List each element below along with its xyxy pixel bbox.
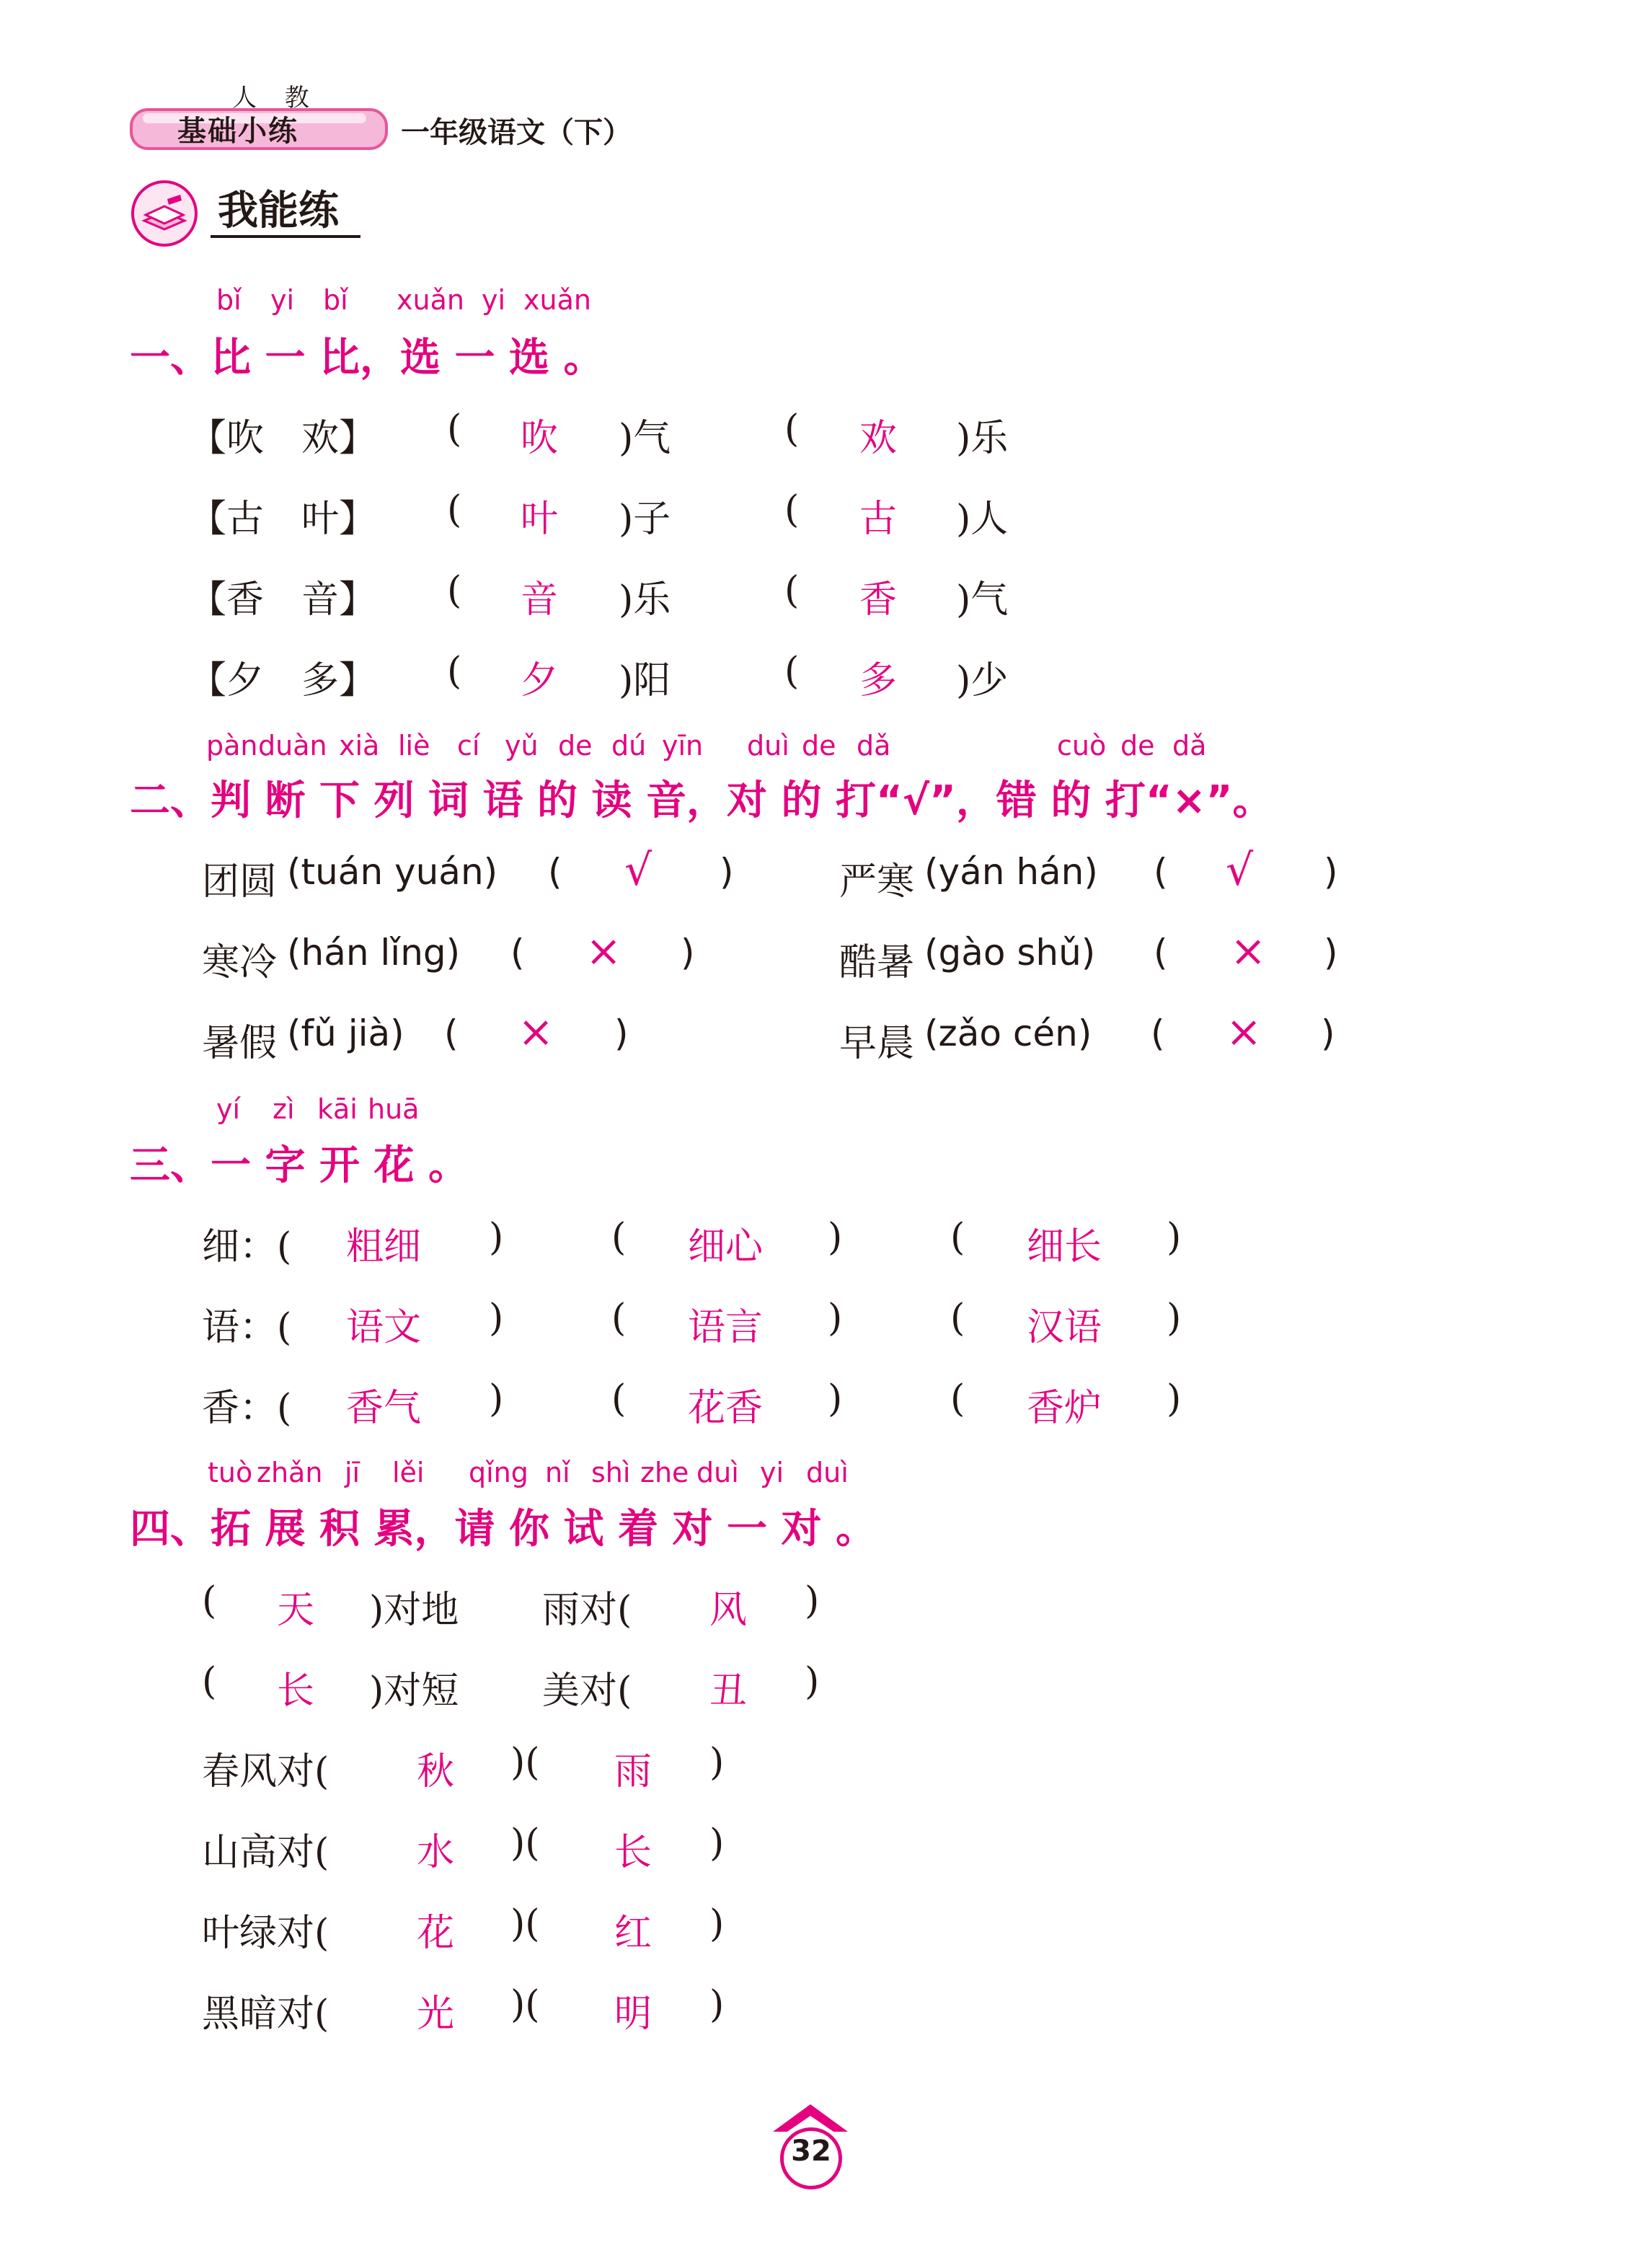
s4-pinyin: lěi bbox=[392, 1457, 425, 1488]
paren-mid: )( bbox=[510, 1822, 540, 1865]
paren-open: ( bbox=[1154, 851, 1168, 893]
paren-close: ) bbox=[828, 1216, 843, 1259]
word-tail: )乐 bbox=[619, 578, 671, 622]
word-tail: )乐 bbox=[956, 417, 1009, 460]
s1-pinyin: yi bbox=[482, 284, 506, 316]
paren-close: ) bbox=[709, 1822, 725, 1865]
answer: 语言 bbox=[688, 1306, 764, 1349]
s2-pinyin: liè bbox=[398, 730, 430, 762]
paren-close: ) bbox=[489, 1297, 504, 1340]
answer: 音 bbox=[521, 578, 559, 622]
word-tail: )少 bbox=[956, 659, 1009, 702]
pair-text: 美对( bbox=[542, 1669, 632, 1713]
word-tail: )阳 bbox=[619, 659, 671, 702]
answer: 丑 bbox=[709, 1669, 748, 1713]
answer: 天 bbox=[277, 1589, 315, 1632]
answer: 粗细 bbox=[346, 1225, 422, 1268]
paren-open: ( bbox=[444, 1012, 459, 1054]
s2-pinyin: xià bbox=[339, 730, 380, 762]
paren-close: ) bbox=[1324, 932, 1338, 974]
s2-pinyin: de bbox=[802, 730, 836, 762]
answer: 夕 bbox=[521, 659, 559, 702]
char-pair: 【吹 欢】 bbox=[189, 417, 377, 460]
s2-pinyin: dú bbox=[611, 730, 647, 762]
word-tail: )人 bbox=[956, 498, 1009, 541]
paren-close: ) bbox=[489, 1377, 504, 1421]
word-tail: )气 bbox=[619, 417, 671, 460]
paren-open: ( bbox=[950, 1377, 965, 1421]
paren-open: ( bbox=[784, 569, 800, 612]
answer: 风 bbox=[709, 1589, 748, 1632]
paren-open: ( bbox=[447, 488, 462, 531]
series-name: 基础小练 bbox=[177, 115, 298, 148]
paren-close: ) bbox=[1167, 1216, 1182, 1259]
s2-pinyin: pàn bbox=[206, 730, 258, 762]
phrase: 叶绿对( bbox=[202, 1912, 329, 1955]
s4-pinyin: zhǎn bbox=[257, 1457, 323, 1488]
s1-pinyin: yi bbox=[270, 284, 295, 316]
s4-pinyin: jī bbox=[345, 1457, 360, 1488]
s2-pinyin: cí bbox=[457, 730, 480, 762]
paren-close: ) bbox=[828, 1377, 843, 1421]
paren-open: ( bbox=[611, 1216, 627, 1259]
s1-pinyin: xuǎn bbox=[397, 284, 464, 316]
word-tail: )气 bbox=[956, 578, 1009, 622]
word: 酷暑 bbox=[839, 941, 915, 984]
paren-open: ( bbox=[447, 650, 462, 693]
s2-pinyin: dǎ bbox=[1172, 730, 1207, 762]
paren-close: ) bbox=[1167, 1377, 1182, 1421]
answer: 长 bbox=[277, 1669, 315, 1713]
phrase: 黑暗对( bbox=[202, 1993, 329, 2036]
s4-pinyin: tuò bbox=[208, 1457, 253, 1488]
answer: 香炉 bbox=[1027, 1387, 1102, 1430]
answer: 长 bbox=[614, 1831, 652, 1874]
paren-close: ) bbox=[489, 1216, 504, 1259]
paren-close: ) bbox=[709, 1902, 725, 1946]
s2-pinyin: yīn bbox=[662, 730, 704, 762]
s4-pinyin: duì bbox=[806, 1457, 849, 1488]
s2-pinyin: de bbox=[558, 730, 593, 762]
paren-open: ( bbox=[1151, 1012, 1165, 1054]
s4-pinyin: duì bbox=[696, 1457, 739, 1488]
paren-mid: )( bbox=[510, 1983, 540, 2026]
s4-title: 四、拓 展 积 累，请 你 试 着 对 一 对 。 bbox=[130, 1506, 876, 1553]
paren-close: ) bbox=[1321, 1012, 1335, 1054]
s4-pinyin: shì bbox=[591, 1457, 631, 1488]
s3-pinyin: huā bbox=[368, 1093, 420, 1125]
paren-open: ( bbox=[784, 488, 800, 531]
answer: 语文 bbox=[346, 1306, 422, 1349]
answer: 汉语 bbox=[1027, 1306, 1102, 1349]
answer: 欢 bbox=[859, 417, 898, 460]
check-mark: √ bbox=[624, 845, 652, 896]
answer: 水 bbox=[417, 1831, 455, 1874]
pinyin-reading: (hán lǐng) bbox=[287, 932, 461, 974]
answer: 古 bbox=[859, 498, 898, 541]
s2-pinyin: duàn bbox=[258, 730, 327, 762]
paren-open: ( bbox=[1154, 932, 1168, 974]
word: 严寒 bbox=[839, 860, 915, 904]
pinyin-reading: (gào shǔ) bbox=[924, 932, 1096, 974]
practice-title: 我能练 bbox=[218, 187, 339, 234]
paren-mid: )( bbox=[510, 1741, 540, 1784]
paren-open: ( bbox=[784, 650, 800, 693]
cross-mark: × bbox=[1226, 1007, 1262, 1057]
s3-title: 三、一 字 开 花 。 bbox=[130, 1142, 469, 1189]
s3-pinyin: yí bbox=[216, 1093, 241, 1125]
paren-close: ) bbox=[681, 932, 695, 974]
answer: 秋 bbox=[417, 1750, 455, 1793]
pinyin-reading: (zǎo cén) bbox=[924, 1012, 1092, 1054]
book-title: 一年级语文（下） bbox=[401, 116, 632, 149]
answer: 细长 bbox=[1027, 1225, 1102, 1268]
answer: 香 bbox=[859, 578, 898, 622]
cross-mark: × bbox=[518, 1007, 554, 1057]
paren-open: ( bbox=[447, 407, 462, 451]
phrase: 春风对( bbox=[202, 1750, 329, 1793]
answer: 多 bbox=[859, 659, 898, 702]
answer: 红 bbox=[614, 1912, 652, 1955]
paren-close: ) bbox=[1167, 1297, 1182, 1340]
char-pair: 【古 叶】 bbox=[189, 498, 377, 541]
word: 寒冷 bbox=[202, 941, 278, 984]
base-char: 香：( bbox=[202, 1387, 292, 1430]
answer: 叶 bbox=[521, 498, 559, 541]
paren-close: ) bbox=[709, 1741, 725, 1784]
pair-text: )对短 bbox=[369, 1669, 459, 1713]
base-char: 语：( bbox=[202, 1306, 292, 1349]
paren-close: ) bbox=[805, 1579, 820, 1623]
paren-open: ( bbox=[202, 1660, 217, 1703]
paren-open: ( bbox=[510, 932, 525, 974]
paren-close: ) bbox=[828, 1297, 843, 1340]
pair-text: )对地 bbox=[369, 1589, 459, 1632]
answer: 吹 bbox=[521, 417, 559, 460]
cross-mark: × bbox=[585, 926, 622, 976]
paren-open: ( bbox=[611, 1377, 627, 1421]
char-pair: 【香 音】 bbox=[189, 578, 377, 622]
pair-text: 雨对( bbox=[542, 1589, 632, 1632]
s2-pinyin: duì bbox=[747, 730, 789, 762]
answer: 光 bbox=[417, 1993, 455, 2036]
paren-open: ( bbox=[548, 851, 562, 893]
cross-mark: × bbox=[1230, 926, 1267, 976]
s3-pinyin: zì bbox=[273, 1093, 295, 1125]
pinyin-reading: (tuán yuán) bbox=[287, 851, 498, 893]
s2-pinyin: de bbox=[1120, 730, 1155, 762]
s2-pinyin: yǔ bbox=[505, 730, 539, 762]
s1-title: 一、比 一 比，选 一 选 。 bbox=[130, 335, 604, 381]
word: 团圆 bbox=[202, 860, 278, 904]
s1-pinyin: bǐ bbox=[216, 284, 242, 316]
paren-close: ) bbox=[614, 1012, 629, 1054]
check-mark: √ bbox=[1226, 845, 1254, 896]
s2-pinyin: dǎ bbox=[857, 730, 891, 762]
answer: 香气 bbox=[346, 1387, 422, 1430]
paren-close: ) bbox=[1324, 851, 1338, 893]
series-publisher: 人 教 bbox=[232, 84, 319, 112]
practice-underline bbox=[211, 235, 360, 238]
char-pair: 【夕 多】 bbox=[189, 659, 377, 702]
base-char: 细：( bbox=[202, 1225, 292, 1268]
paren-open: ( bbox=[611, 1297, 627, 1340]
answer: 细心 bbox=[688, 1225, 764, 1268]
s1-pinyin: bǐ bbox=[323, 284, 348, 316]
answer: 雨 bbox=[614, 1750, 652, 1793]
phrase: 山高对( bbox=[202, 1831, 329, 1874]
pinyin-reading: (fǔ jià) bbox=[287, 1012, 404, 1054]
page-number: 32 bbox=[791, 2135, 831, 2168]
answer: 花 bbox=[417, 1912, 455, 1955]
paren-close: ) bbox=[709, 1983, 725, 2026]
paren-open: ( bbox=[447, 569, 462, 612]
answer: 花香 bbox=[688, 1387, 764, 1430]
paren-close: ) bbox=[720, 851, 734, 893]
s2-title: 二、判 断 下 列 词 语 的 读 音，对 的 打“√”，错 的 打“×”。 bbox=[130, 777, 1273, 824]
paren-close: ) bbox=[805, 1660, 820, 1703]
s2-pinyin: cuò bbox=[1057, 730, 1107, 762]
answer: 明 bbox=[614, 1993, 652, 2036]
s4-pinyin: nǐ bbox=[545, 1457, 570, 1488]
paren-open: ( bbox=[950, 1216, 965, 1259]
paren-open: ( bbox=[784, 407, 800, 451]
s4-pinyin: zhe bbox=[640, 1457, 689, 1488]
pinyin-reading: (yán hán) bbox=[924, 851, 1098, 893]
s1-pinyin: xuǎn bbox=[523, 284, 591, 316]
word: 暑假 bbox=[202, 1022, 278, 1065]
paren-open: ( bbox=[950, 1297, 965, 1340]
s3-pinyin: kāi bbox=[317, 1093, 358, 1125]
word: 早晨 bbox=[839, 1022, 915, 1065]
s4-pinyin: yi bbox=[760, 1457, 784, 1488]
word-tail: )子 bbox=[619, 498, 671, 541]
s4-pinyin: qǐng bbox=[469, 1457, 528, 1488]
paren-mid: )( bbox=[510, 1902, 540, 1946]
book-icon bbox=[130, 179, 199, 248]
paren-open: ( bbox=[202, 1579, 217, 1623]
